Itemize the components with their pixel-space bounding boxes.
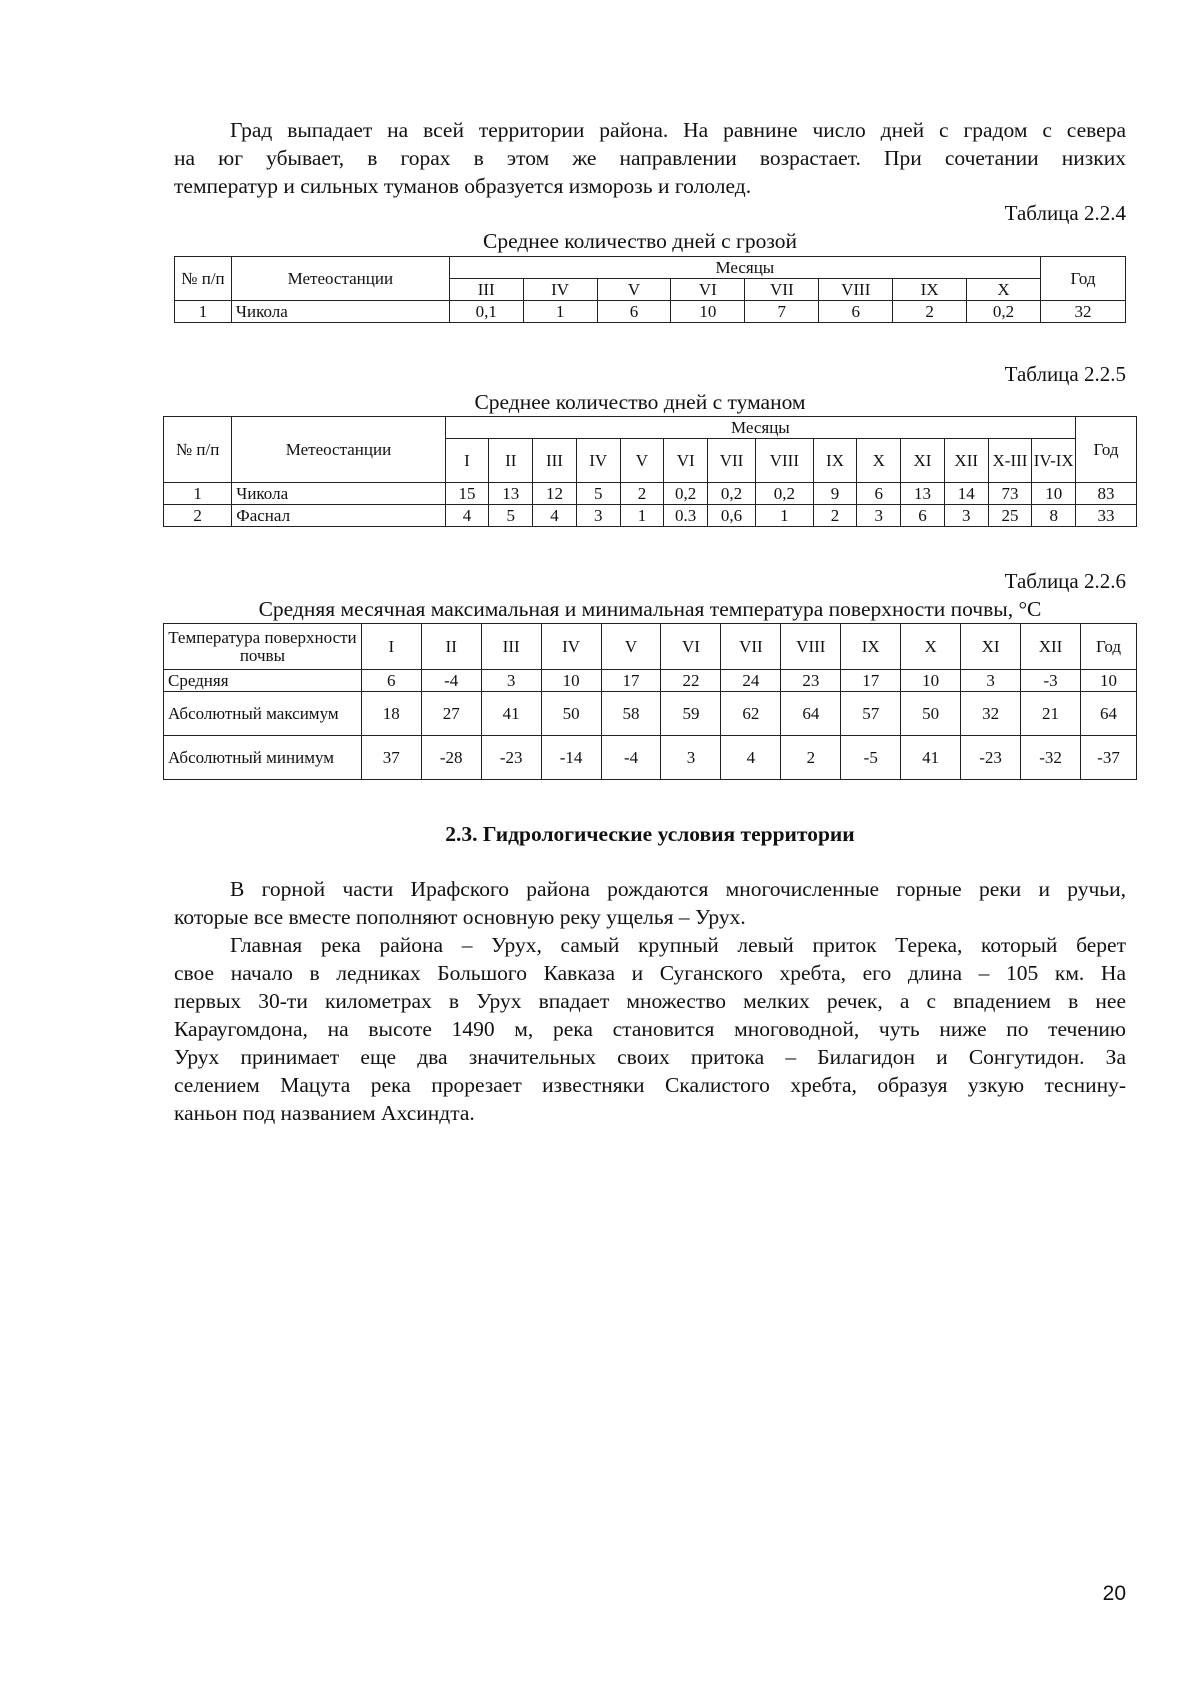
table-title: Средняя месячная максимальная и минимальная температура поверхности почвы, °С <box>258 597 1042 621</box>
table-number: Таблица 2.2.5 <box>1004 362 1126 386</box>
table-cell: -14 <box>541 736 601 780</box>
table-cell: 64 <box>781 692 841 736</box>
table-cell: 57 <box>841 692 901 736</box>
col-header-number: № п/п <box>175 257 232 301</box>
table-cell: 7 <box>745 301 819 323</box>
month-header: X <box>967 279 1041 301</box>
table-cell: 3 <box>857 505 901 527</box>
paragraph-line: первых 30-ти километрах в Урух впадает множество мелких речек, а с впадением в нее <box>174 989 1126 1013</box>
table-cell: 50 <box>901 692 961 736</box>
table-cell: 0,1 <box>449 301 523 323</box>
table-cell: 32 <box>961 692 1021 736</box>
station-name: Чикола <box>231 301 449 323</box>
table-cell: 3 <box>961 670 1021 692</box>
table-cell: 1 <box>756 505 814 527</box>
month-header: V <box>601 624 661 670</box>
table-cell: 6 <box>901 505 945 527</box>
table-cell: 12 <box>533 483 577 505</box>
table-cell: -23 <box>961 736 1021 780</box>
table-cell: -23 <box>481 736 541 780</box>
row-label: Абсолютный максимум <box>164 692 362 736</box>
table-cell: 58 <box>601 692 661 736</box>
table-row <box>164 505 1137 527</box>
table-cell: 24 <box>721 670 781 692</box>
paragraph-line: В горной части Ирафского района рождаются многочисленные горные реки и ручьи, <box>230 877 1126 901</box>
table-cell: 14 <box>944 483 988 505</box>
table-cell: 13 <box>901 483 945 505</box>
month-header: VII <box>721 624 781 670</box>
row-number: 2 <box>164 505 232 527</box>
table-cell: 5 <box>489 505 533 527</box>
table-row <box>164 692 1137 736</box>
thunderstorm-table <box>174 256 1126 323</box>
month-header: VI <box>661 624 721 670</box>
table-cell: 15 <box>445 483 489 505</box>
month-header: X <box>857 439 901 483</box>
paragraph-1 <box>174 875 1126 931</box>
page-number: 20 <box>1102 1582 1126 1605</box>
table-row <box>164 736 1137 780</box>
month-header: IX <box>893 279 967 301</box>
table-cell: -28 <box>421 736 481 780</box>
table-cell: 13 <box>489 483 533 505</box>
table-cell: 23 <box>781 670 841 692</box>
table-cell: 41 <box>901 736 961 780</box>
table-cell: 10 <box>671 301 745 323</box>
month-header: I <box>361 624 421 670</box>
table-cell: 0,2 <box>756 483 814 505</box>
table-cell: 18 <box>361 692 421 736</box>
table-cell: 17 <box>841 670 901 692</box>
intro-line: температур и сильных туманов образуется изморозь и гололед. <box>174 174 752 198</box>
table-cell: 0,6 <box>708 505 756 527</box>
col-header-station: Метеостанции <box>231 257 449 301</box>
intro-paragraph <box>174 116 1126 200</box>
table-cell: -32 <box>1021 736 1081 780</box>
month-header: X <box>901 624 961 670</box>
month-header: III <box>533 439 577 483</box>
table-cell: 0.3 <box>664 505 708 527</box>
month-header: X-III <box>988 439 1032 483</box>
month-header: VIII <box>819 279 893 301</box>
station-name: Фаснал <box>232 505 445 527</box>
section-heading: 2.3. Гидрологические условия территории <box>445 822 855 846</box>
table-cell: 6 <box>361 670 421 692</box>
table-cell: 3 <box>944 505 988 527</box>
table-cell: 21 <box>1021 692 1081 736</box>
month-header: V <box>597 279 671 301</box>
table-cell: 2 <box>620 483 664 505</box>
table-cell: 0,2 <box>664 483 708 505</box>
table-cell: 41 <box>481 692 541 736</box>
intro-line: Град выпадает на всей территории района. На равнине число дней с градом с севера <box>230 118 1126 142</box>
month-header: IX <box>813 439 857 483</box>
table-cell: 10 <box>541 670 601 692</box>
table-cell: 4 <box>721 736 781 780</box>
month-header: IV <box>541 624 601 670</box>
month-header: XI <box>901 439 945 483</box>
paragraph-line: Урух принимает еще два значительных своих притока – Билагидон и Сонгутидон. За <box>174 1045 1126 1069</box>
table-cell: 27 <box>421 692 481 736</box>
table-cell: -4 <box>421 670 481 692</box>
table-cell: 6 <box>819 301 893 323</box>
month-header: VII <box>708 439 756 483</box>
year-cell: -37 <box>1081 736 1137 780</box>
month-header: XII <box>944 439 988 483</box>
month-header: VIII <box>756 439 814 483</box>
month-header: XII <box>1021 624 1081 670</box>
month-header: IV <box>576 439 620 483</box>
table-cell: 3 <box>576 505 620 527</box>
col-header-station: Метеостанции <box>232 417 445 483</box>
col-header-months: Месяцы <box>449 257 1040 279</box>
table-cell: -4 <box>601 736 661 780</box>
paragraph-line: Караугомдона, на высоте 1490 м, река становится многоводной, чуть ниже по течению <box>174 1017 1126 1041</box>
year-cell: 10 <box>1081 670 1137 692</box>
col-header-number: № п/п <box>164 417 232 483</box>
row-number: 1 <box>164 483 232 505</box>
table-cell: 62 <box>721 692 781 736</box>
month-header: I <box>445 439 489 483</box>
table-cell: 17 <box>601 670 661 692</box>
year-cell: 64 <box>1081 692 1137 736</box>
table-cell: 8 <box>1032 505 1076 527</box>
table-cell: -3 <box>1021 670 1081 692</box>
table-cell: 25 <box>988 505 1032 527</box>
col-header-year: Год <box>1041 257 1126 301</box>
month-header: III <box>481 624 541 670</box>
soil-temperature-table <box>163 623 1137 780</box>
table-cell: 59 <box>661 692 721 736</box>
table-cell: 50 <box>541 692 601 736</box>
table-cell: 4 <box>533 505 577 527</box>
year-cell: 32 <box>1041 301 1126 323</box>
table-cell: 37 <box>361 736 421 780</box>
table-cell: 3 <box>481 670 541 692</box>
table-cell: 22 <box>661 670 721 692</box>
table-cell: 10 <box>901 670 961 692</box>
row-label: Средняя <box>164 670 362 692</box>
paragraph-line: каньон под названием Ахсиндта. <box>174 1101 475 1125</box>
paragraph-line: Главная река района – Урух, самый крупный левый приток Терека, который берет <box>230 933 1126 957</box>
table-cell: 9 <box>813 483 857 505</box>
month-header: VI <box>664 439 708 483</box>
table-cell: 0,2 <box>708 483 756 505</box>
month-header: VII <box>745 279 819 301</box>
month-header: XI <box>961 624 1021 670</box>
table-cell: 5 <box>576 483 620 505</box>
fog-table <box>163 416 1137 527</box>
paragraph-line: селением Мацута река прорезает известняки Скалистого хребта, образуя узкую теснину- <box>174 1073 1126 1097</box>
month-header: VI <box>671 279 745 301</box>
month-header: V <box>620 439 664 483</box>
table-cell: 1 <box>523 301 597 323</box>
col-header-parameter: Температура поверхности почвы <box>164 624 362 670</box>
table-title: Среднее количество дней с грозой <box>483 229 797 253</box>
month-header: II <box>421 624 481 670</box>
paragraph-line: свое начало в ледниках Большого Кавказа и Суганского хребта, его длина – 105 км. На <box>174 961 1126 985</box>
month-header: II <box>489 439 533 483</box>
table-row <box>175 301 1126 323</box>
table-row <box>164 483 1137 505</box>
table-cell: 6 <box>597 301 671 323</box>
col-header-year: Год <box>1076 417 1137 483</box>
station-name: Чикола <box>232 483 445 505</box>
intro-line: на юг убывает, в горах в этом же направлении возрастает. При сочетании низких <box>174 146 1126 170</box>
col-header-months: Месяцы <box>445 417 1075 439</box>
table-cell: -5 <box>841 736 901 780</box>
year-cell: 83 <box>1076 483 1137 505</box>
table-cell: 0,2 <box>967 301 1041 323</box>
paragraph-2 <box>174 931 1126 1127</box>
row-number: 1 <box>175 301 232 323</box>
table-cell: 1 <box>620 505 664 527</box>
table-number: Таблица 2.2.4 <box>1004 201 1126 225</box>
table-cell: 73 <box>988 483 1032 505</box>
paragraph-line: которые все вместе пополняют основную реку ущелья – Урух. <box>174 905 746 929</box>
table-cell: 2 <box>781 736 841 780</box>
month-header: IX <box>841 624 901 670</box>
table-number: Таблица 2.2.6 <box>1004 569 1126 593</box>
table-cell: 10 <box>1032 483 1076 505</box>
table-cell: 4 <box>445 505 489 527</box>
table-cell: 6 <box>857 483 901 505</box>
year-cell: 33 <box>1076 505 1137 527</box>
month-header: III <box>449 279 523 301</box>
table-cell: 2 <box>813 505 857 527</box>
row-label: Абсолютный минимум <box>164 736 362 780</box>
table-cell: 2 <box>893 301 967 323</box>
month-header: VIII <box>781 624 841 670</box>
month-header: IV <box>523 279 597 301</box>
month-header: IV-IX <box>1032 439 1076 483</box>
col-header-year: Год <box>1081 624 1137 670</box>
table-row <box>164 670 1137 692</box>
table-title: Среднее количество дней с туманом <box>474 390 806 414</box>
table-cell: 3 <box>661 736 721 780</box>
